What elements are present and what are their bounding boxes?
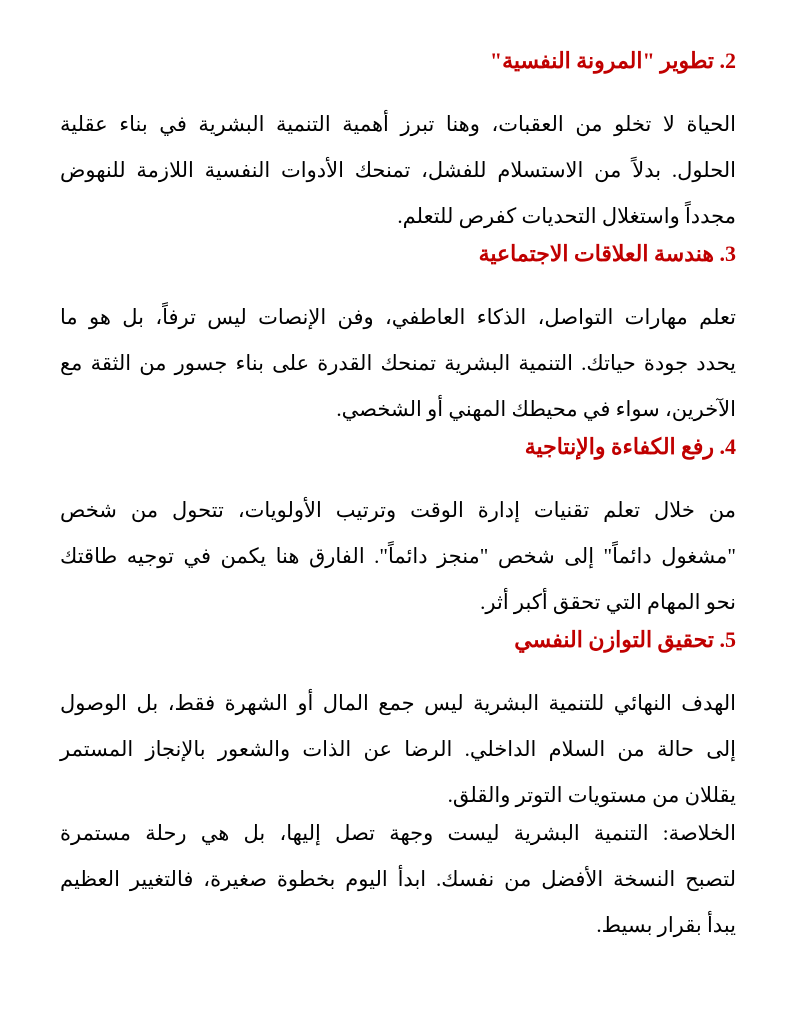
text-line: لتصبح النسخة الأفضل من نفسك. ابدأ اليوم بخطوة صغيرة، فالتغيير العظيم [60,867,736,891]
text-line: تعلم مهارات التواصل، الذكاء العاطفي، وفن الإنصات ليس ترفاً، بل هو ما [60,305,736,329]
conclusion-paragraph [60,810,736,948]
section-heading-3: 3. هندسة العلاقات الاجتماعية [478,241,736,266]
text-line: إلى حالة من السلام الداخلي. الرضا عن الذات والشعور بالإنجاز المستمر [60,737,736,761]
text-line: "مشغول دائماً" إلى شخص "منجز دائماً". الفارق هنا يكمن في توجيه طاقتك [60,544,736,568]
text-line: الخلاصة: التنمية البشرية ليست وجهة تصل إليها، بل هي رحلة مستمرة [60,821,736,845]
text-line: نحو المهام التي تحقق أكبر أثر. [480,590,736,614]
text-line: من خلال تعلم تقنيات إدارة الوقت وترتيب الأولويات، تتحول من شخص [60,498,736,522]
text-line: مجدداً واستغلال التحديات كفرص للتعلم. [397,204,736,228]
text-line: الآخرين، سواء في محيطك المهني أو الشخصي. [336,397,736,421]
text-line: الهدف النهائي للتنمية البشرية ليس جمع المال أو الشهرة فقط، بل الوصول [60,691,736,715]
body-paragraph [60,680,736,818]
text-line: يقللان من مستويات التوتر والقلق. [447,783,736,807]
section-heading-5: 5. تحقيق التوازن النفسي [514,627,736,652]
text-line: يحدد جودة حياتك. التنمية البشرية تمنحك القدرة على بناء جسور من الثقة مع [60,351,736,375]
body-paragraph [60,487,736,625]
text-line: يبدأ بقرار بسيط. [596,913,736,937]
text-line: الحياة لا تخلو من العقبات، وهنا تبرز أهمية التنمية البشرية في بناء عقلية [60,112,736,136]
text-line: الحلول. بدلاً من الاستسلام للفشل، تمنحك الأدوات النفسية اللازمة للنهوض [60,158,736,182]
section-heading-2: 2. تطوير "المرونة النفسية" [489,48,736,73]
body-paragraph [60,101,736,239]
body-paragraph [60,294,736,432]
section-heading-4: 4. رفع الكفاءة والإنتاجية [524,434,736,459]
